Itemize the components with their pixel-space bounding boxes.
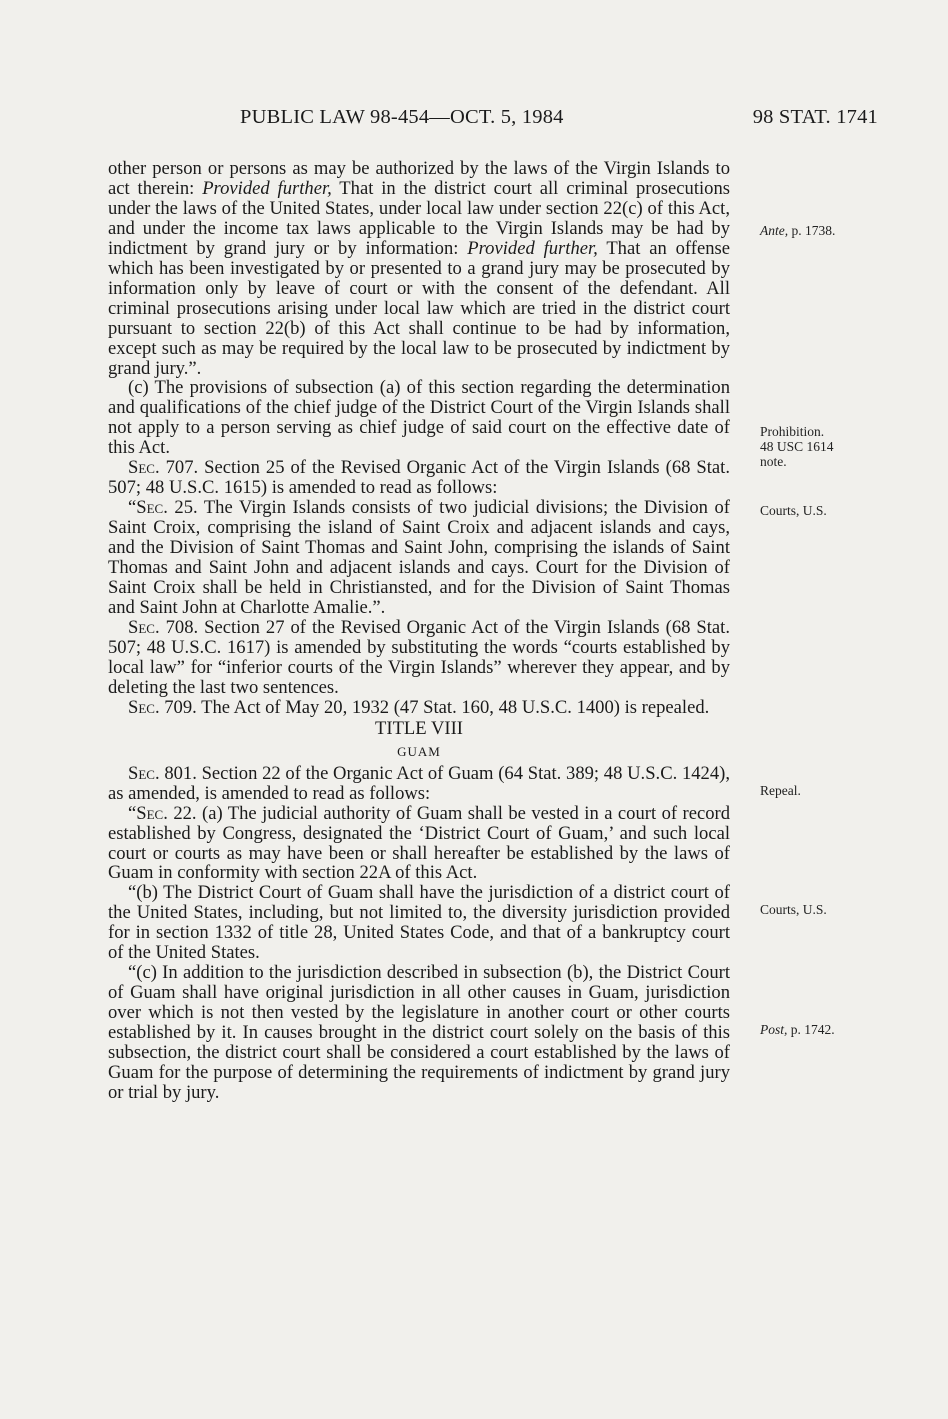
page-header [108, 106, 878, 136]
paragraph-sec-25 [108, 498, 730, 618]
paragraph-subsection-c: (c) The provisions of subsection (a) of this section regarding the determination and qualifications of the chief judge of the District Court of the Virgin Islands shall not apply to a person serving as chief judge of said court on the effective date of this Act. [108, 377, 730, 459]
margin-note-post [760, 1022, 870, 1037]
paragraph-continuation [108, 159, 730, 378]
paragraph-sec-22c: “(c) In addition to the jurisdiction described in subsection (b), the District Court of Guam shall have original jurisdiction in all other causes in Guam, jurisdiction over which is not then vested by the legislature in another court or other courts established by it. In causes brought in the district court solely on the basis of this subsection, the district court shall be considered a court established by the laws of Guam for the purpose of determining the requirements of indictment by grand jury or trial by jury. [108, 962, 730, 1103]
title-heading: TITLE VIII [375, 717, 463, 739]
paragraph-sec-709 [108, 698, 730, 718]
text-run: That in the district court all criminal prosecutions under the laws of the United States, under local law under section 22(c) of this Act, and under the income tax laws applicable to the Virgin Islands may be had by indictment by grand jury or by information: [108, 177, 730, 259]
text-run: That an offense which has been investigated by or presented to a grand jury may be prosecuted by information only by leave of court or with the consent of the defendant. All criminal prosecutions arising under local law which are tried in the district court pursuant to section 22(b) of this Act shall continue to be had by information, except such as may be required by the local law to be prosecuted by indictment by grand jury.”. [108, 237, 730, 379]
statute-page-number: 98 STAT. 1741 [752, 106, 878, 128]
text-run: other person or persons as may be authorized by the laws of the Virgin Islands to act therein: [108, 158, 730, 199]
margin-text: p. 1738. [788, 223, 836, 238]
open-quote: “ [128, 497, 137, 519]
margin-italic: Ante, [760, 223, 789, 238]
header-title: PUBLIC LAW 98-454—OCT. 5, 1984 [240, 106, 564, 128]
section-label: Sec. [136, 497, 168, 519]
paragraph-sec-22a [108, 804, 730, 884]
margin-text: p. 1742. [787, 1022, 835, 1037]
margin-note-courts: Courts, U.S. [760, 902, 827, 917]
margin-note-courts: Courts, U.S. [760, 503, 827, 518]
section-label: Sec. [128, 457, 160, 479]
text-run: 708. Section 27 of the Revised Organic Act of the Virgin Islands (68 Stat. 507; 48 U.S.C. 1617) is amended by substituting the words “courts established by local law” for “inferior courts of the Virgin Islands” wherever they appear, and by deleting the last two sentences. [108, 616, 730, 698]
title-subheading: GUAM [397, 743, 441, 759]
margin-line: note. [760, 454, 787, 469]
open-quote: “ [128, 802, 137, 824]
section-label: Sec. [128, 616, 160, 638]
margin-line: 48 USC 1614 [760, 439, 834, 454]
margin-note-ante [760, 223, 870, 238]
text-run: 801. Section 22 of the Organic Act of Guam (64 Stat. 389; 48 U.S.C. 1424), as amended, is amended to read as follows: [108, 762, 730, 804]
margin-note-prohibition [760, 424, 870, 469]
paragraph-sec-22b: “(b) The District Court of Guam shall have the jurisdiction of a district court of the United States, including, but not limited to, the diversity jurisdiction provided for in section 1332 of title 28, United States Code, and that of a bankruptcy court of the United States. [108, 882, 730, 964]
text-run: 25. The Virgin Islands consists of two judicial divisions; the Division of Saint Croix, comprising the island of Saint Croix and adjacent islands and cays, and the Division of Saint Thomas and Saint John, comprising the islands of Saint Thomas and Saint John and adjacent islands and cays. Court for the Division of Saint Croix shall be held in Christiansted, and for the Division of Saint Thomas and Saint John at Charlotte Amalie.”. [108, 497, 730, 618]
text-run: 709. The Act of May 20, 1932 (47 Stat. 160, 48 U.S.C. 1400) is repealed. [159, 696, 710, 718]
paragraph-sec-801 [108, 764, 730, 804]
paragraph-sec-708 [108, 618, 730, 698]
paragraph-sec-707 [108, 458, 730, 498]
margin-line: Prohibition. [760, 424, 825, 439]
body-text [108, 159, 730, 1103]
text-run: 22. (a) The judicial authority of Guam shall be vested in a court of record established by Congress, designated the ‘District Court of Guam,’ and such local court or courts as may have been or shall hereafter be established by the laws of Guam in conformity with section 22A of this Act. [108, 802, 730, 884]
section-label: Sec. [128, 762, 160, 784]
section-label: Sec. [136, 802, 168, 824]
italic-proviso: Provided further, [202, 177, 332, 199]
margin-italic: Post, [760, 1022, 788, 1037]
section-label: Sec. [128, 696, 160, 718]
text-run: 707. Section 25 of the Revised Organic Act of the Virgin Islands (68 Stat. 507; 48 U.S.C. 1615) is amended to read as follows: [108, 457, 730, 499]
margin-note-repeal: Repeal. [760, 783, 801, 798]
italic-proviso: Provided further, [467, 237, 598, 259]
